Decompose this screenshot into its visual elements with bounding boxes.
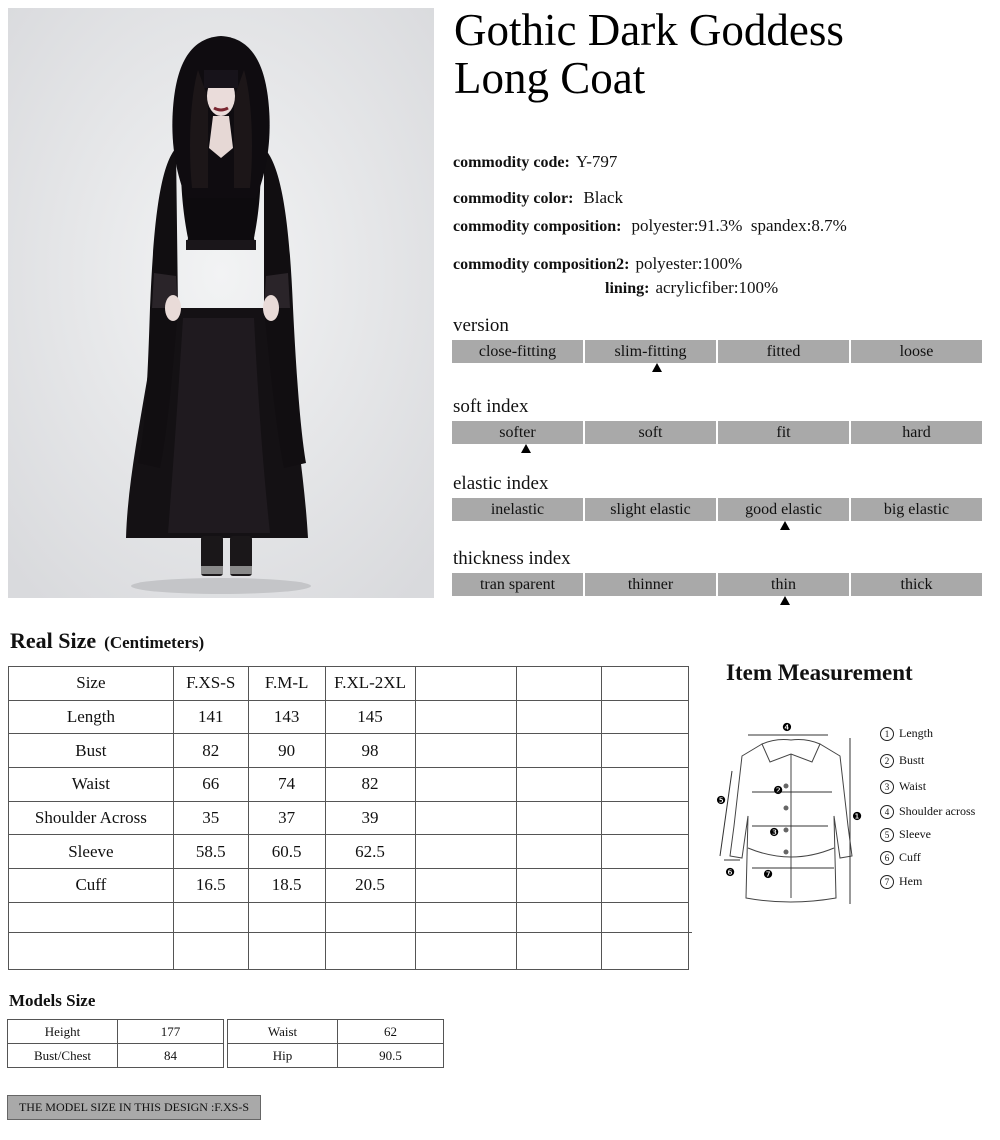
- spec-value: acrylicfiber:100%: [655, 278, 779, 297]
- table-cell: 90.5: [338, 1044, 444, 1068]
- table-empty-cell: [602, 700, 689, 734]
- soft-index-option: hard: [851, 421, 982, 444]
- legend-label: Shoulder across: [899, 804, 976, 818]
- table-empty-cell: [517, 768, 602, 802]
- legend-item: [880, 753, 924, 768]
- thickness-index-label: thickness index: [453, 548, 571, 569]
- table-row: [9, 869, 689, 903]
- legend-item: [880, 850, 921, 865]
- spec-value: Black: [583, 188, 624, 207]
- table-divider: [8, 932, 692, 933]
- table-empty-cell: [602, 801, 689, 835]
- thickness-index-option: thick: [851, 573, 982, 596]
- table-cell: Length: [9, 700, 174, 734]
- elastic-index-option: big elastic: [851, 498, 982, 521]
- thickness-index-option: thin: [718, 573, 849, 596]
- models-size-table-left: [7, 1019, 224, 1068]
- version-option: slim-fitting: [585, 340, 716, 363]
- table-empty-cell: [517, 869, 602, 903]
- table-empty-cell: [415, 835, 517, 869]
- diagram-number: ❷: [773, 784, 783, 797]
- table-cell: 84: [118, 1044, 224, 1068]
- table-cell: 58.5: [173, 835, 248, 869]
- table-empty-cell: [248, 902, 325, 936]
- real-size-title: Real Size: [10, 628, 97, 653]
- table-empty-cell: [602, 768, 689, 802]
- table-blank-row: [9, 902, 689, 936]
- table-cell: 82: [325, 768, 415, 802]
- table-blank-row: [9, 936, 689, 970]
- table-empty-cell: [517, 667, 602, 701]
- table-empty-cell: [602, 869, 689, 903]
- elastic-index-option: inelastic: [452, 498, 583, 521]
- elastic-index-label: elastic index: [453, 473, 549, 494]
- spec-value: polyester:91.3% spandex:8.7%: [631, 216, 847, 235]
- legend-item: [880, 726, 933, 741]
- legend-label: Hem: [899, 874, 923, 888]
- table-empty-cell: [602, 936, 689, 970]
- diagram-number: ❺: [716, 794, 726, 807]
- table-cell: 177: [118, 1020, 224, 1044]
- spec-lining: [605, 278, 778, 298]
- table-row: [8, 1020, 224, 1044]
- models-size-title: Models Size: [9, 991, 96, 1010]
- table-row: [9, 835, 689, 869]
- table-empty-cell: [415, 667, 517, 701]
- product-title-line2: Long Coat: [454, 53, 646, 103]
- diagram-number: ❶: [852, 810, 862, 823]
- legend-label: Sleeve: [899, 827, 931, 841]
- table-cell: 62: [338, 1020, 444, 1044]
- elastic-index-option: good elastic: [718, 498, 849, 521]
- table-row: [9, 801, 689, 835]
- table-empty-cell: [173, 936, 248, 970]
- real-size-table: [8, 666, 689, 970]
- table-empty-cell: [9, 902, 174, 936]
- table-empty-cell: [415, 700, 517, 734]
- table-header-row: [9, 667, 689, 701]
- legend-item: [880, 804, 975, 819]
- spec-label: commodity code:: [453, 154, 570, 171]
- table-empty-cell: [415, 734, 517, 768]
- table-cell: 35: [173, 801, 248, 835]
- table-empty-cell: [325, 902, 415, 936]
- spec-commodity-color: [453, 188, 623, 208]
- table-empty-cell: [517, 936, 602, 970]
- spec-commodity-composition: [453, 216, 847, 236]
- elastic-index-scale: [452, 498, 982, 521]
- table-empty-cell: [602, 734, 689, 768]
- table-header-cell: F.XS-S: [173, 667, 248, 701]
- table-cell: 62.5: [325, 835, 415, 869]
- coat-measurement-diagram: [712, 716, 868, 910]
- legend-label: Length: [899, 726, 933, 740]
- table-empty-cell: [517, 734, 602, 768]
- diagram-number: ❸: [769, 826, 779, 839]
- table-cell: 37: [248, 801, 325, 835]
- soft-index-selected-marker: [521, 444, 531, 453]
- diagram-number: ❼: [763, 868, 773, 881]
- thickness-index-option: thinner: [585, 573, 716, 596]
- spec-label: lining:: [605, 280, 650, 297]
- version-label: version: [453, 315, 509, 336]
- table-cell: Cuff: [9, 869, 174, 903]
- table-empty-cell: [415, 768, 517, 802]
- table-cell: 90: [248, 734, 325, 768]
- product-title: [454, 6, 994, 102]
- model-size-note: THE MODEL SIZE IN THIS DESIGN :F.XS-S: [7, 1095, 261, 1120]
- table-cell: Sleeve: [9, 835, 174, 869]
- table-header-cell: Size: [9, 667, 174, 701]
- version-option: fitted: [718, 340, 849, 363]
- table-cell: Height: [8, 1020, 118, 1044]
- table-cell: 18.5: [248, 869, 325, 903]
- table-cell: 16.5: [173, 869, 248, 903]
- table-empty-cell: [517, 801, 602, 835]
- thickness-index-option: tran sparent: [452, 573, 583, 596]
- table-empty-cell: [415, 869, 517, 903]
- elastic-index-selected-marker: [780, 521, 790, 530]
- elastic-index-option: slight elastic: [585, 498, 716, 521]
- version-scale: [452, 340, 982, 363]
- table-cell: 39: [325, 801, 415, 835]
- table-cell: Waist: [9, 768, 174, 802]
- table-cell: 74: [248, 768, 325, 802]
- table-cell: Bust: [9, 734, 174, 768]
- table-cell: Hip: [228, 1044, 338, 1068]
- soft-index-option: fit: [718, 421, 849, 444]
- soft-index-option: softer: [452, 421, 583, 444]
- table-cell: Bust/Chest: [8, 1044, 118, 1068]
- table-cell: Shoulder Across: [9, 801, 174, 835]
- table-cell: 20.5: [325, 869, 415, 903]
- legend-number: 2: [880, 754, 894, 768]
- table-row: [9, 734, 689, 768]
- spec-label: commodity composition2:: [453, 256, 630, 273]
- table-cell: 82: [173, 734, 248, 768]
- item-measurement-title: Item Measurement: [726, 660, 913, 685]
- table-header-cell: F.XL-2XL: [325, 667, 415, 701]
- table-empty-cell: [415, 936, 517, 970]
- thickness-index-selected-marker: [780, 596, 790, 605]
- legend-number: 1: [880, 727, 894, 741]
- table-empty-cell: [325, 936, 415, 970]
- legend-number: 7: [880, 875, 894, 889]
- table-empty-cell: [602, 902, 689, 936]
- version-option: loose: [851, 340, 982, 363]
- table-row: [228, 1044, 444, 1068]
- table-empty-cell: [517, 835, 602, 869]
- legend-item: [880, 874, 922, 889]
- spec-commodity-code: [453, 152, 617, 172]
- table-header-cell: F.M-L: [248, 667, 325, 701]
- real-size-unit: (Centimeters): [104, 633, 205, 652]
- table-cell: 98: [325, 734, 415, 768]
- spec-commodity-composition2: [453, 254, 742, 274]
- model-wearing-coat-illustration: [8, 8, 434, 598]
- legend-item: [880, 827, 931, 842]
- table-empty-cell: [248, 936, 325, 970]
- legend-label: Cuff: [899, 850, 921, 864]
- spec-label: commodity composition:: [453, 218, 622, 235]
- table-cell: 141: [173, 700, 248, 734]
- legend-number: 5: [880, 828, 894, 842]
- table-cell: 143: [248, 700, 325, 734]
- legend-label: Bustt: [899, 753, 925, 767]
- legend-number: 4: [880, 805, 894, 819]
- table-empty-cell: [9, 936, 174, 970]
- table-row: [8, 1044, 224, 1068]
- soft-index-option: soft: [585, 421, 716, 444]
- diagram-number: ❹: [782, 721, 792, 734]
- product-photo: [8, 8, 434, 598]
- table-cell: 145: [325, 700, 415, 734]
- table-row: [228, 1020, 444, 1044]
- spec-value: polyester:100%: [635, 254, 743, 273]
- legend-number: 3: [880, 780, 894, 794]
- version-option: close-fitting: [452, 340, 583, 363]
- table-empty-cell: [173, 902, 248, 936]
- table-empty-cell: [602, 667, 689, 701]
- table-empty-cell: [602, 835, 689, 869]
- legend-label: Waist: [899, 779, 927, 793]
- legend-item: [880, 779, 926, 794]
- soft-index-scale: [452, 421, 982, 444]
- real-size-heading: [10, 628, 204, 654]
- table-row: [9, 768, 689, 802]
- soft-index-label: soft index: [453, 396, 529, 417]
- table-empty-cell: [415, 801, 517, 835]
- table-row: [9, 700, 689, 734]
- version-selected-marker: [652, 363, 662, 372]
- table-cell: 60.5: [248, 835, 325, 869]
- table-cell: 66: [173, 768, 248, 802]
- thickness-index-scale: [452, 573, 982, 596]
- diagram-number: ❻: [725, 866, 735, 879]
- product-title-line1: Gothic Dark Goddess: [454, 5, 844, 55]
- table-empty-cell: [517, 902, 602, 936]
- table-empty-cell: [517, 700, 602, 734]
- table-cell: Waist: [228, 1020, 338, 1044]
- spec-label: commodity color:: [453, 190, 574, 207]
- legend-number: 6: [880, 851, 894, 865]
- models-size-table-right: [227, 1019, 444, 1068]
- table-empty-cell: [415, 902, 517, 936]
- spec-value: Y-797: [575, 152, 618, 171]
